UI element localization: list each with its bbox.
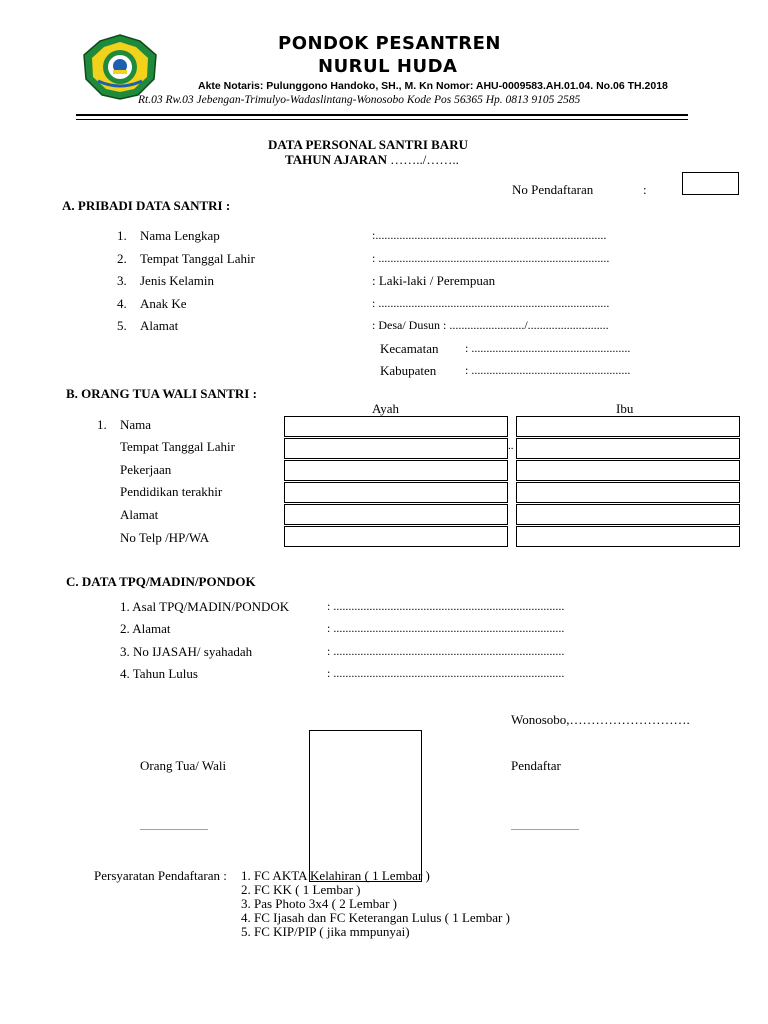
kabupaten-field[interactable]: : ..................................................... [465,363,631,377]
column-header-ibu: Ibu [616,401,634,416]
section-a-num-3: 3. [117,273,127,288]
ibu-pekerjaan-field[interactable] [516,460,740,481]
requirement-item-2: 2. FC KK ( 1 Lembar ) [241,882,361,897]
requirement-item-5: 5. FC KIP/PIP ( jika mmpunyai) [241,924,410,939]
academic-year [285,152,459,168]
section-a-field-3[interactable]: : Laki-laki / Perempuan [372,273,496,288]
registration-number-colon: : [643,182,647,197]
requirement-item-3: 3. Pas Photo 3x4 ( 2 Lembar ) [241,896,397,911]
header-divider-thick [76,114,688,116]
section-c-label-4: 4. Tahun Lulus [120,666,198,681]
section-c-field-3[interactable]: : ............................................................................. [327,644,565,658]
place-date[interactable]: Wonosobo,………………………. [511,712,690,727]
section-c-field-2[interactable]: : ............................................................................. [327,621,565,635]
section-c-label-3: 3. No IJASAH/ syahadah [120,644,253,659]
section-c-field-1[interactable]: : ............................................................................. [327,599,565,613]
requirement-item-4: 4. FC Ijasah dan FC Keterangan Lulus ( 1 Lembar ) [241,910,510,925]
ayah-telp-field[interactable] [284,526,508,547]
section-a-num-4: 4. [117,296,127,311]
address: Rt.03 Rw.03 Jebengan-Trimulyo-Wadaslintang-Wonosobo Kode Pos 56365 Hp. 0813 9105 2585 [138,94,581,106]
requirement-item-1: 1. FC AKTA Kelahiran ( 1 Lembar ) [241,868,430,883]
ayah-ttl-field[interactable] [284,438,508,459]
ibu-telp-field[interactable] [516,526,740,547]
form-title: DATA PERSONAL SANTRI BARU [268,137,468,152]
section-a-num-5: 5. [117,318,127,333]
column-header-ayah: Ayah [372,401,399,416]
section-b-heading: B. ORANG TUA WALI SANTRI : [66,386,257,401]
section-c-label-2: 2. Alamat [120,621,171,636]
parent-row-label-telp: No Telp /HP/WA [120,530,210,545]
section-a-field-5[interactable]: : Desa/ Dusun : ........................./........................... [372,318,609,332]
section-a-heading: A. PRIBADI DATA SANTRI : [62,198,231,213]
section-a-field-2[interactable]: : ............................................................................. [372,251,610,265]
ibu-alamat-field[interactable] [516,504,740,525]
header-divider-thin [76,119,688,120]
institution-name-line2: NURUL HUDA [318,56,458,77]
pondok-logo-icon [80,33,160,101]
ayah-pekerjaan-field[interactable] [284,460,508,481]
photo-box [309,730,422,882]
section-b-num-1: 1. [97,417,107,432]
section-a-label-2: Tempat Tanggal Lahir [140,251,255,266]
academic-year-dots: ……../…….. [390,152,459,167]
section-c-label-1: 1. Asal TPQ/MADIN/PONDOK [120,599,290,614]
section-c-heading: C. DATA TPQ/MADIN/PONDOK [66,574,256,589]
ayah-pendidikan-field[interactable] [284,482,508,503]
academic-year-label: TAHUN AJARAN [285,152,387,167]
kecamatan-field[interactable]: : ..................................................... [465,341,631,355]
kecamatan-label: Kecamatan [380,341,439,356]
section-a-num-2: 2. [117,251,127,266]
institution-name-line1: PONDOK PESANTREN [278,33,501,54]
ayah-alamat-field[interactable] [284,504,508,525]
parent-row-label-ttl: Tempat Tanggal Lahir [120,439,235,454]
notary-deed: Akte Notaris: Pulunggono Handoko, SH., M. Kn Nomor: AHU-0009583.AH.01.04. No.06 TH.2018 [198,80,668,92]
registration-number-label: No Pendaftaran [512,182,594,197]
registration-number-box[interactable] [682,172,739,195]
section-a-label-5: Alamat [140,318,179,333]
registrant-signature-label: Pendaftar [511,758,561,773]
section-a-label-4: Anak Ke [140,296,187,311]
section-a-label-3: Jenis Kelamin [140,273,215,288]
ibu-ttl-field[interactable] [516,438,740,459]
parent-row-label-pendidikan: Pendidikan terakhir [120,484,223,499]
parent-row-label-nama: Nama [120,417,152,432]
parent-signature-line[interactable]: .................................. [140,823,208,832]
section-c-field-4[interactable]: : ............................................................................. [327,666,565,680]
section-a-field-1[interactable]: :............................................................................. [372,228,607,242]
stray-dots: .. [508,440,514,452]
parent-row-label-alamat: Alamat [120,507,159,522]
section-a-num-1: 1. [117,228,127,243]
ibu-nama-field[interactable] [516,416,740,437]
section-a-field-4[interactable]: : ............................................................................. [372,296,610,310]
requirements-label: Persyaratan Pendaftaran : [94,868,227,883]
registrant-signature-line[interactable]: .................................. [511,823,579,832]
ibu-pendidikan-field[interactable] [516,482,740,503]
kabupaten-label: Kabupaten [380,363,437,378]
section-a-label-1: Nama Lengkap [140,228,220,243]
parent-signature-label: Orang Tua/ Wali [140,758,227,773]
ayah-nama-field[interactable] [284,416,508,437]
parent-row-label-pekerjaan: Pekerjaan [120,462,172,477]
